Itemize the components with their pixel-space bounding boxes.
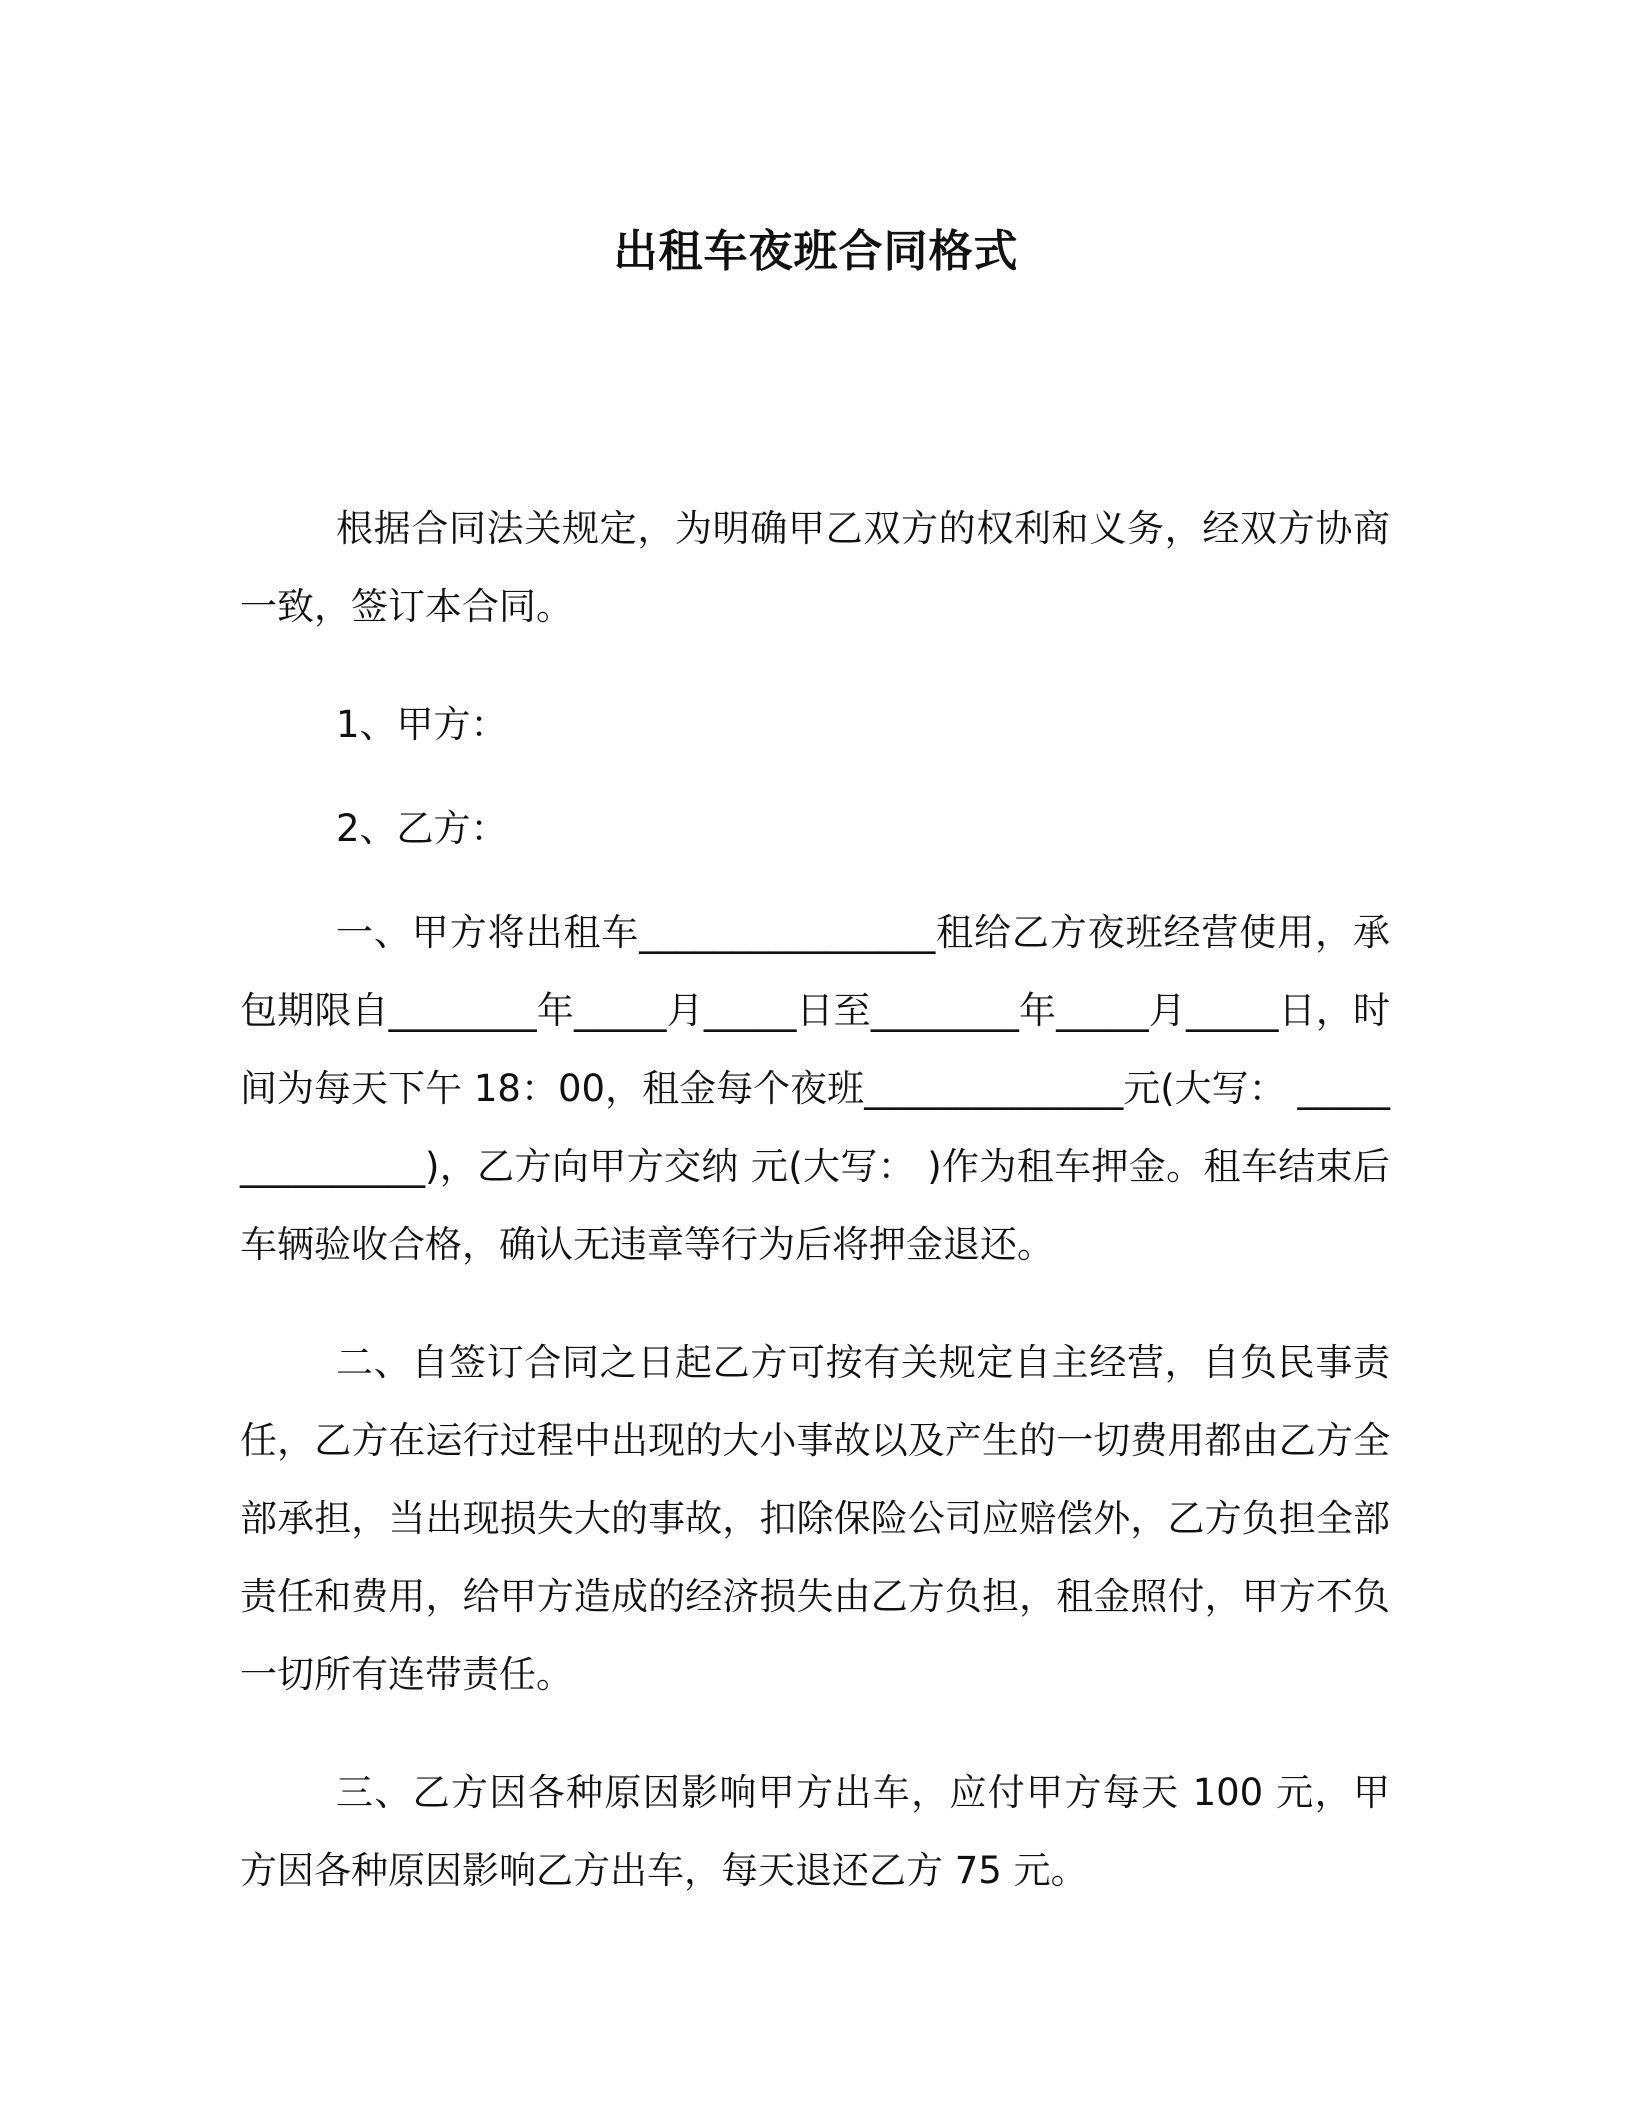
party-b-line: 2、乙方： xyxy=(336,807,508,850)
clause-three-paragraph: 三、乙方因各种原因影响甲方出车，应付甲方每天 100 元，甲方因各种原因影响乙方出车，每天退还乙方 75 元。 xyxy=(240,1771,1390,1892)
clause-one-paragraph: 一、甲方将出租车________________租给乙方夜班经营使用，承包期限自________年_____月_____日至________年_____月_____日，时间为每天下午 18：00，租金每个夜班______________元(大写： _______________)，乙方向甲方交纳 元(大写： )作为租车押金。租车结束后车辆验收合格，确认无违章等行为后将押金退还。 xyxy=(240,911,1390,1266)
document-title: 出租车夜班合同格式 xyxy=(613,226,1019,277)
clause-two-paragraph: 二、自签订合同之日起乙方可按有关规定自主经营，自负民事责任，乙方在运行过程中出现的大小事故以及产生的一切费用都由乙方全部承担，当出现损失大的事故，扣除保险公司应赔偿外，乙方负担全部责任和费用，给甲方造成的经济损失由乙方负担，租金照付，甲方不负一切所有连带责任。 xyxy=(240,1341,1390,1696)
document-body xyxy=(240,490,1390,1950)
intro-paragraph: 根据合同法关规定，为明确甲乙双方的权利和义务，经双方协商一致，签订本合同。 xyxy=(240,507,1390,628)
party-a-line: 1、甲方： xyxy=(336,703,508,746)
